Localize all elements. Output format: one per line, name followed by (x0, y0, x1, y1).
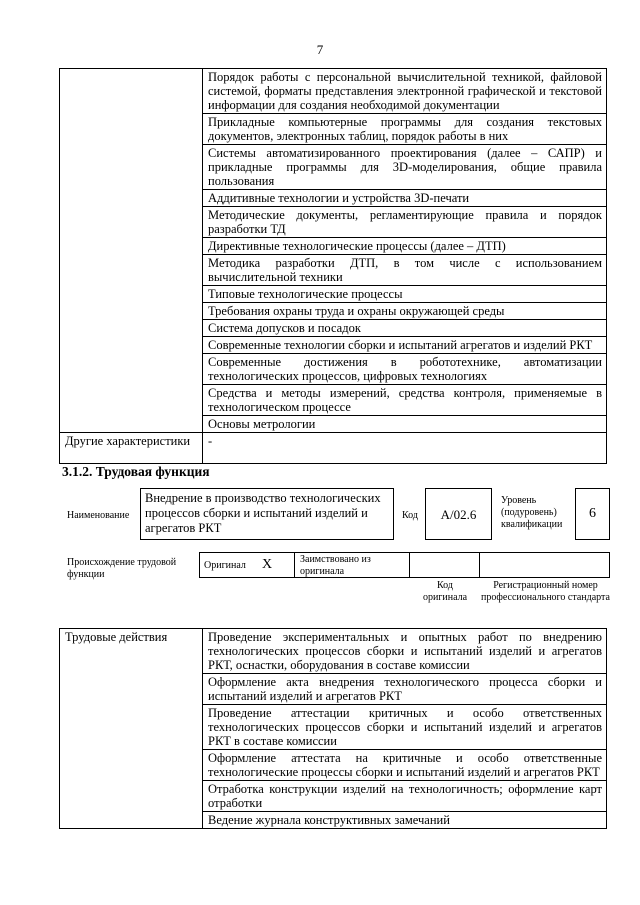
table-cell: Отработка конструкции изделий на технологичность; оформление карт отработки (203, 781, 607, 812)
table-cell: Проведение аттестации критичных и особо ответственных технологических процессов сборки и испытаний изделий и агрегатов РКТ в составе комиссии (203, 705, 607, 750)
table-cell: Методика разработки ДТП, в том числе с использованием вычислительной техники (203, 255, 607, 286)
table-cell: Требования охраны труда и охраны окружающей среды (203, 303, 607, 320)
table-cell: Современные достижения в робототехнике, автоматизации технологических процессов, цифровых технологиях (203, 354, 607, 385)
labor-actions-label: Трудовые действия (60, 629, 203, 829)
table-cell: Ведение журнала конструктивных замечаний (203, 812, 607, 829)
other-characteristics-value: - (203, 433, 607, 464)
table-cell: Средства и методы измерений, средства контроля, применяемые в технологическом процессе (203, 385, 607, 416)
labor-actions-table (59, 628, 607, 829)
code-original-label: Код оригинала (422, 580, 468, 603)
table-row (60, 433, 607, 464)
name-label: Наименование (67, 510, 130, 521)
level-value: 6 (589, 506, 596, 521)
code-original-cell (409, 552, 480, 578)
name-value: Внедрение в производство технологических процессов сборки и испытаний изделий и агрегатов РКТ (145, 491, 381, 535)
code-value: A/02.6 (440, 507, 477, 522)
table-cell: Порядок работы с персональной вычислительной техникой, файловой системой, форматы представления электронной графической и текстовой информации для создания необходимой документации (203, 69, 607, 114)
table-cell: Проведение экспериментальных и опытных работ по внедрению технологических процессов сборки и испытаний изделий и агрегатов РКТ, оснастки, оборудования в составе комиссии (203, 629, 607, 674)
section-title: 3.1.2. Трудовая функция (62, 464, 210, 479)
table-row (60, 69, 607, 114)
original-mark: X (262, 557, 273, 572)
other-characteristics-label: Другие характеристики (60, 433, 203, 464)
knowledge-table (59, 68, 607, 464)
table-cell: Современные технологии сборки и испытаний агрегатов и изделий РКТ (203, 337, 607, 354)
table-cell: Аддитивные технологии и устройства 3D-печати (203, 190, 607, 207)
level-label: Уровень (подуровень) квалификации (501, 495, 563, 530)
code-label: Код (402, 510, 418, 521)
table-cell: Методические документы, регламентирующие правила и порядок разработки ТД (203, 207, 607, 238)
table-label-cell (60, 69, 203, 433)
borrowed-label: Заимствовано из оригинала (300, 554, 371, 577)
table-cell: Директивные технологические процессы (далее – ДТП) (203, 238, 607, 255)
origin-label: Происхождение трудовой функции (67, 557, 177, 580)
table-cell: Оформление акта внедрения технологического процесса сборки и испытаний изделий и агрегатов РКТ (203, 674, 607, 705)
table-cell: Система допусков и посадок (203, 320, 607, 337)
table-row (60, 629, 607, 674)
page-number: 7 (316, 42, 324, 57)
table-cell: Оформление аттестата на критичные и особо ответственные технологические процессы сборки и испытаний изделий и агрегатов РКТ (203, 750, 607, 781)
table-cell: Системы автоматизированного проектирования (далее – САПР) и прикладные программы для 3D-моделирования, общие правила пользования (203, 145, 607, 190)
table-cell: Типовые технологические процессы (203, 286, 607, 303)
original-label: Оригинал (204, 560, 246, 571)
reg-number-cell (479, 552, 610, 578)
table-cell: Прикладные компьютерные программы для создания текстовых документов, электронных таблиц, порядок работы в них (203, 114, 607, 145)
table-cell: Основы метрологии (203, 416, 607, 433)
reg-number-label: Регистрационный номер профессионального стандарта (481, 580, 610, 603)
